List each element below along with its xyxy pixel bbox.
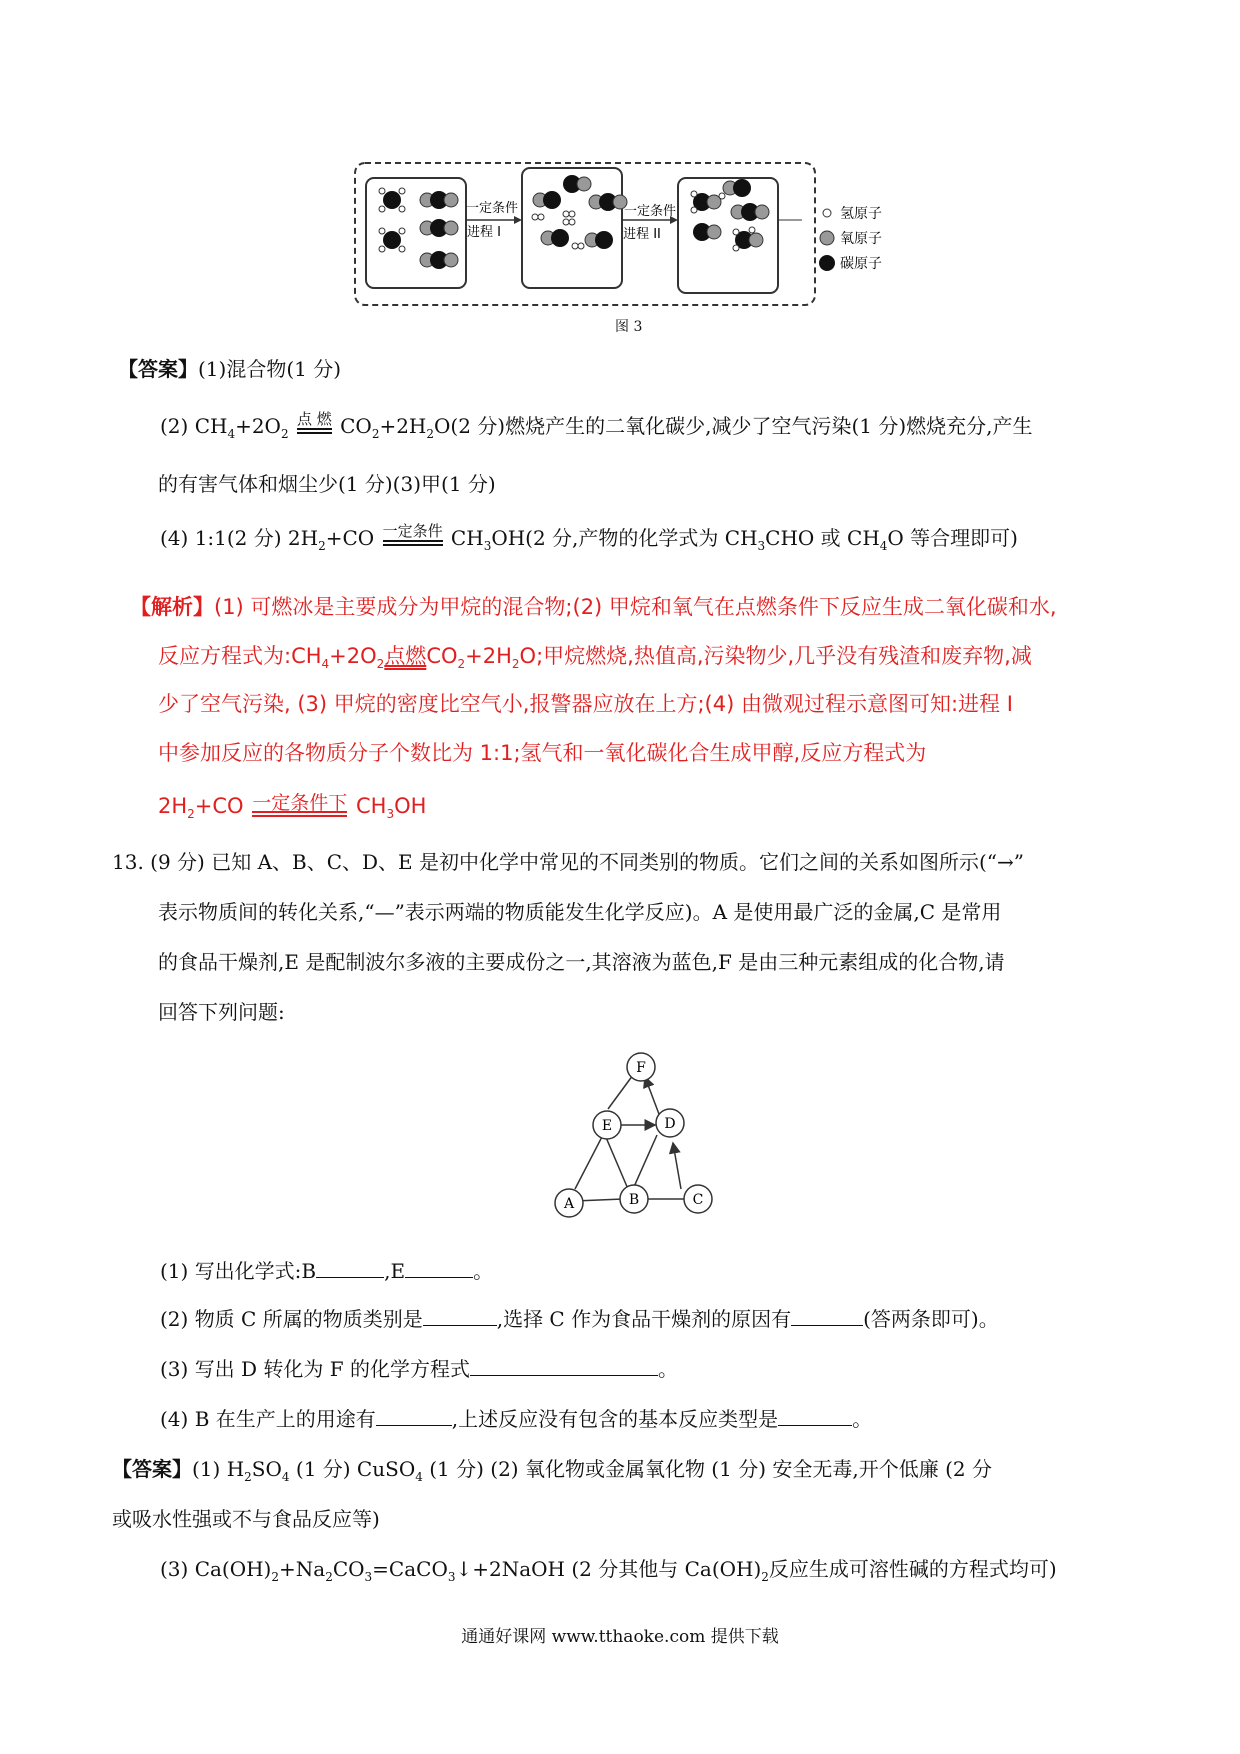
arrow2-bottom-label: 进程 II	[623, 227, 661, 242]
analysis-tag: 【解析】	[130, 595, 214, 619]
q13-sub2: (2) 物质 C 所属的物质类别是 ,选择 C 作为食品干燥剂的原因有 (答两条即可)。	[160, 1307, 999, 1331]
intermediate-atoms	[532, 175, 627, 249]
hydrogen-legend-icon	[823, 209, 831, 217]
reaction-condition: 一定条件	[381, 524, 445, 546]
answer-blank[interactable]	[791, 1307, 863, 1326]
q13-line2: 表示物质间的转化关系,“—”表示两端的物质能发生化学反应)。A 是使用最广泛的金属,C 是常用	[158, 900, 1002, 924]
reaction-condition: 点燃	[384, 644, 427, 668]
q13-line1: 13. (9 分) 已知 A、B、C、D、E 是初中化学中常见的不同类别的物质。它们之间的关系如图所示(“→”	[112, 850, 1025, 874]
node-label-D: D	[664, 1116, 676, 1132]
node-label-B: B	[628, 1192, 640, 1208]
answer-blank[interactable]	[423, 1307, 497, 1326]
answer-blank[interactable]	[470, 1357, 658, 1376]
answer-blank[interactable]	[778, 1407, 852, 1426]
analysis-line4: 中参加反应的各物质分子个数比为 1:1;氢气和一氧化碳化合生成甲醇,反应方程式为	[158, 741, 927, 765]
analysis-line5: $2H_2+CO$ 一定条件下 $CH_3OH$	[158, 792, 427, 822]
answer13-line3: (3) $Ca(OH)_2+Na_2CO_3=CaCO_3↓+2NaOH$ (2 分其他与 $Ca(OH)_2$反应生成可溶性碱的方程式均可)	[160, 1557, 1057, 1584]
q13-sub4: (4) B 在生产上的用途有 ,上述反应没有包含的基本反应类型是 。	[160, 1407, 873, 1431]
answer12-line4: (4) 1:1(2 分) $2H_2+CO$ 一定条件 $CH_3OH(2$ 分,产物的化学式为 $CH_3CHO$ 或 $CH_4O$ 等合理即可)	[160, 522, 1018, 553]
arrow1-top-label: 一定条件	[465, 201, 519, 216]
arrow2-top-label: 一定条件	[623, 204, 677, 219]
answer12-line3: 的有害气体和烟尘少(1 分)(3)甲(1 分)	[158, 472, 496, 496]
answer13-line1: 【答案】(1) $H_2SO_4$ (1 分) CuSO$_4$ (1 分) (2) 氧化物或金属氧化物 (1 分) 安全无毒,开个低廉 (2 分	[112, 1457, 992, 1484]
answer-text: (1)混合物(1 分)	[198, 357, 342, 381]
reaction-condition: 点 燃	[295, 412, 334, 434]
node-label-A: A	[563, 1196, 575, 1212]
answer-tag: 【答案】	[112, 1457, 192, 1481]
figure-3-molecular-diagram	[352, 160, 932, 310]
analysis-line3: 少了空气污染, (3) 甲烷的密度比空气小,报警器应放在上方;(4) 由微观过程示意图可知:进程 I	[158, 692, 1013, 716]
reaction-condition: 一定条件下	[250, 792, 349, 817]
co2-molecules	[420, 191, 458, 269]
figure-caption: 图 3	[615, 319, 643, 335]
oxygen-legend-icon	[820, 231, 834, 245]
page-footer: 通通好课网 www.tthaoke.com 提供下载	[461, 1627, 779, 1647]
arrow1-bottom-label: 进程 I	[467, 225, 501, 240]
legend-oxygen: 氧原子	[840, 231, 882, 247]
methane-molecule	[379, 188, 405, 252]
answer13-line2: 或吸水性强或不与食品反应等)	[112, 1507, 380, 1531]
legend-hydrogen: 氢原子	[840, 206, 882, 222]
answer-blank[interactable]	[316, 1259, 384, 1278]
methanol-and-co2-molecules	[691, 179, 769, 251]
node-label-C: C	[692, 1192, 704, 1208]
q13-line4: 回答下列问题:	[158, 1000, 285, 1024]
answer12-line2: (2) $CH_4+2O_2$ 点 燃 $CO_2+2H_2O(2$ 分)燃烧产生的二氧化碳少,减少了空气污染(1 分)燃烧充分,产生	[160, 410, 1033, 441]
answer-blank[interactable]	[405, 1259, 473, 1278]
answer12-line1	[118, 355, 341, 383]
answer-blank[interactable]	[376, 1407, 452, 1426]
node-label-F: F	[636, 1060, 646, 1076]
analysis-line1: 【解析】(1) 可燃冰是主要成分为甲烷的混合物;(2) 甲烷和氧气在点燃条件下反应生成二氧化碳和水,	[130, 595, 1057, 619]
answer-tag: 【答案】	[118, 357, 198, 381]
q13-line3: 的食品干燥剂,E 是配制波尔多液的主要成份之一,其溶液为蓝色,F 是由三种元素组成的化合物,请	[158, 950, 1005, 974]
carbon-legend-icon	[819, 255, 835, 271]
q13-sub1: (1) 写出化学式:B ,E 。	[160, 1259, 494, 1283]
relation-diagram	[545, 1045, 725, 1225]
analysis-line2: 反应方程式为$:CH_4+2O_2$点燃$CO_2+2H_2O$;甲烷燃烧,热值高,污染物少,几乎没有残渣和废弃物,减	[158, 644, 1032, 672]
node-label-E: E	[601, 1118, 613, 1134]
legend-carbon: 碳原子	[840, 256, 882, 272]
q13-sub3: (3) 写出 D 转化为 F 的化学方程式 。	[160, 1357, 679, 1381]
